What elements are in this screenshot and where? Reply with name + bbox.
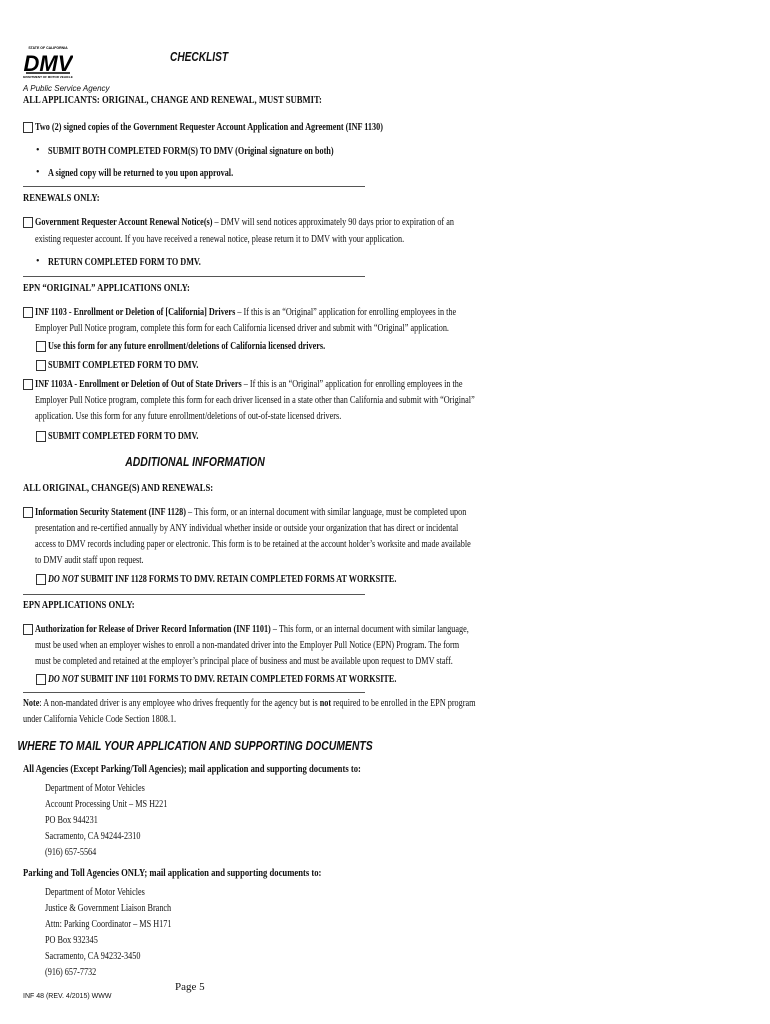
item-inf1128-line2: presentation and re-certified annually by ANY individual whether inside or outside your organization that has direct or incidental (35, 523, 459, 534)
note (23, 697, 475, 710)
item-inf1103a-line3: application. Use this form for any future enrollment/deletions of out-of-state licensed drivers. (35, 411, 342, 422)
checkbox-inf1103[interactable] (23, 307, 33, 318)
sub-retain-inf1128-text: SUBMIT INF 1128 FORMS TO DMV. RETAIN COMPLETED FORMS AT WORKSITE. (78, 574, 397, 585)
page-title: CHECKLIST (170, 49, 229, 64)
item-inf1103a-title: INF 1103A - Enrollment or Deletion of Out of State Drivers (35, 379, 242, 390)
item-inf1103a-text: – If this is an “Original” application for enrolling employees in the (241, 379, 463, 390)
checkbox-inf1128[interactable] (23, 507, 33, 518)
checkbox-retain-inf1101[interactable] (36, 674, 46, 685)
divider (23, 692, 365, 693)
item-renewal-notice-title: Government Requester Account Renewal Notice(s) (35, 217, 213, 228)
section-heading-all-applicants: ALL APPLICANTS: ORIGINAL, CHANGE AND RENEWAL, MUST SUBMIT: (23, 95, 322, 106)
tagline: A Public Service Agency (23, 84, 110, 93)
dmv-logo-image (23, 44, 73, 82)
logo-bottom-text: DEPARTMENT OF MOTOR VEHICLES (23, 75, 73, 79)
section-heading-renewals: RENEWALS ONLY: (23, 193, 100, 204)
item-inf1101-line3: must be completed and retained at the employer’s principal place of business and must be available upon request to DMV staff. (35, 656, 453, 667)
checkbox-inf1101[interactable] (23, 624, 33, 635)
mail-group1-heading: All Agencies (Except Parking/Toll Agencies); mail application and supporting documents to: (23, 764, 361, 775)
item-inf1103a (35, 378, 463, 391)
item-inf1103a-line2: Employer Pull Notice program, complete this form for each driver licensed in a state other than California and submit with “Original” (35, 395, 475, 406)
note-text1: : A non-mandated driver is any employee who drives frequently for the agency but is (39, 698, 320, 709)
address-line: Sacramento, CA 94232-3450 (45, 951, 141, 962)
address-line: PO Box 944231 (45, 815, 98, 826)
note-label: Note (23, 698, 40, 709)
bullet-icon: • (36, 145, 40, 156)
checkbox-future-enrollment[interactable] (36, 341, 46, 352)
address-line: (916) 657-7732 (45, 967, 97, 978)
dmv-logo (23, 44, 73, 82)
form-id: INF 48 (REV. 4/2015) WWW (23, 993, 112, 1000)
sub-future-enrollment: Use this form for any future enrollment/deletions of California licensed drivers. (48, 341, 326, 352)
sub-retain-inf1101-text: SUBMIT INF 1101 FORMS TO DMV. RETAIN COMPLETED FORMS AT WORKSITE. (78, 674, 397, 685)
page-number: Page 5 (175, 981, 205, 993)
bullet-submit-both: SUBMIT BOTH COMPLETED FORM(S) TO DMV (Original signature on both) (48, 146, 334, 157)
item-inf1128-line3: access to DMV records including paper or electronic. This form is to be retained at the account holder’s worksite and made available (35, 539, 471, 550)
item-inf1101 (35, 623, 469, 636)
sub-submit-inf1103a: SUBMIT COMPLETED FORM TO DMV. (48, 431, 199, 442)
do-not-emphasis: DO NOT (48, 574, 79, 585)
checkbox-retain-inf1128[interactable] (36, 574, 46, 585)
address-line: Account Processing Unit – MS H221 (45, 799, 168, 810)
sub-retain-inf1128 (48, 573, 396, 586)
item-renewal-notice-line2: existing requester account. If you have received a renewal notice, please return it to DMV with your application. (35, 234, 405, 245)
note-text2: required to be enrolled in the EPN program (331, 698, 476, 709)
additional-info-title: ADDITIONAL INFORMATION (125, 454, 265, 469)
address-line: Justice & Government Liaison Branch (45, 903, 172, 914)
section-heading-epn-original: EPN “ORIGINAL” APPLICATIONS ONLY: (23, 283, 190, 294)
item-inf1128-line4: to DMV audit staff upon request. (35, 555, 144, 566)
item-inf1103-title: INF 1103 - Enrollment or Deletion of [California] Drivers (35, 307, 236, 318)
mail-group2-heading: Parking and Toll Agencies ONLY; mail application and supporting documents to: (23, 868, 322, 879)
mail-group2-address (45, 885, 199, 981)
bullet-return-form: RETURN COMPLETED FORM TO DMV. (48, 257, 201, 268)
address-line: Sacramento, CA 94244-2310 (45, 831, 141, 842)
checkbox-renewal-notice[interactable] (23, 217, 33, 228)
item-inf1103-line2: Employer Pull Notice program, complete this form for each California licensed driver and submit with “Original” application. (35, 323, 449, 334)
divider (23, 186, 365, 187)
checkbox-inf1103a[interactable] (23, 379, 33, 390)
address-line: PO Box 932345 (45, 935, 98, 946)
address-line: Attn: Parking Coordinator – MS H171 (45, 919, 172, 930)
bullet-signed-copy: A signed copy will be returned to you upon approval. (48, 168, 234, 179)
mail-group1-address (45, 781, 194, 861)
note-not: not (319, 698, 332, 709)
item-inf1103-text: – If this is an “Original” application for enrolling employees in the (235, 307, 457, 318)
item-renewal-notice (35, 216, 454, 229)
item-inf1128-title: Information Security Statement (INF 1128) (35, 507, 186, 518)
item-inf1128-text: – This form, or an internal document with similar language, must be completed upon (185, 507, 467, 518)
item-inf1101-text: – This form, or an internal document with similar language, (270, 624, 469, 635)
item-inf1101-line2: must be used when an employer wishes to enroll a non-mandated driver into the Employer Pull Notice (EPN) Program. The form (35, 640, 460, 651)
address-line: (916) 657-5564 (45, 847, 97, 858)
item-renewal-notice-text: – DMV will send notices approximately 90 days prior to expiration of an (212, 217, 454, 228)
address-line: Department of Motor Vehicles (45, 887, 145, 898)
note-line2: under California Vehicle Code Section 1808.1. (23, 714, 177, 725)
address-line: Department of Motor Vehicles (45, 783, 145, 794)
item-inf1128 (35, 506, 466, 519)
checkbox-submit-inf1103[interactable] (36, 360, 46, 371)
checkbox-inf1130[interactable] (23, 122, 33, 133)
bullet-icon: • (36, 167, 40, 178)
section-heading-epn-apps: EPN APPLICATIONS ONLY: (23, 600, 135, 611)
item-inf1130: Two (2) signed copies of the Government Requester Account Application and Agreement (INF 1130) (35, 122, 383, 133)
do-not-emphasis: DO NOT (48, 674, 79, 685)
sub-retain-inf1101 (48, 673, 396, 686)
logo-top-text: STATE OF CALIFORNIA (28, 46, 68, 50)
item-inf1103 (35, 306, 456, 319)
mail-title: WHERE TO MAIL YOUR APPLICATION AND SUPPORTING DOCUMENTS (17, 738, 373, 753)
divider (23, 276, 365, 277)
sub-submit-inf1103: SUBMIT COMPLETED FORM TO DMV. (48, 360, 199, 371)
bullet-icon: • (36, 256, 40, 267)
divider (23, 594, 365, 595)
checkbox-submit-inf1103a[interactable] (36, 431, 46, 442)
section-heading-all-original: ALL ORIGINAL, CHANGE(S) AND RENEWALS: (23, 483, 214, 494)
item-inf1101-title: Authorization for Release of Driver Record Information (INF 1101) (35, 624, 271, 635)
logo-main-text: DMV (23, 51, 73, 76)
